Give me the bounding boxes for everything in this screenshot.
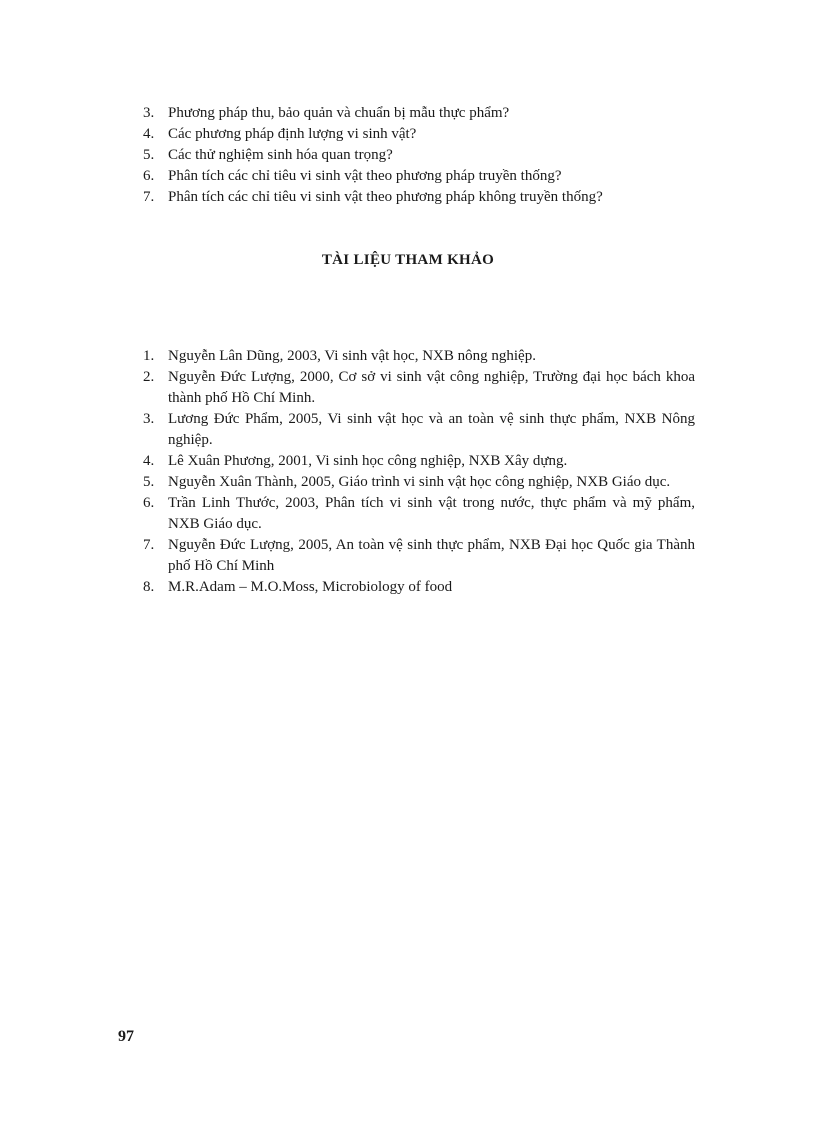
reference-text: Nguyễn Xuân Thành, 2005, Giáo trình vi sinh vật học công nghiệp, NXB Giáo dục. [168, 474, 671, 490]
reference-item [143, 451, 695, 472]
question-text: Phân tích các chỉ tiêu vi sinh vật theo phương pháp truyền thống? [168, 168, 562, 184]
question-item [143, 145, 703, 166]
reference-item [143, 346, 695, 367]
question-number: 6. [143, 168, 155, 184]
reference-number: 1. [143, 348, 155, 364]
question-text: Các phương pháp định lượng vi sinh vật? [168, 126, 417, 142]
question-number: 7. [143, 189, 155, 205]
references-heading: TÀI LIỆU THAM KHẢO [321, 252, 495, 268]
reference-number: 8. [143, 579, 155, 595]
reference-number: 2. [143, 369, 155, 385]
reference-text: Nguyễn Đức Lượng, 2000, Cơ sở vi sinh vật công nghiệp, Trường đại học bách khoa thành phố Hồ Chí Minh. [168, 369, 695, 406]
question-number: 3. [143, 105, 155, 121]
reference-item [143, 577, 695, 598]
reference-text: Nguyễn Lân Dũng, 2003, Vi sinh vật học, NXB nông nghiệp. [168, 348, 536, 364]
question-number: 5. [143, 147, 155, 163]
references-list [143, 346, 695, 598]
question-item [143, 187, 703, 208]
reference-number: 7. [143, 537, 155, 553]
question-item [143, 124, 703, 145]
reference-item [143, 535, 695, 577]
reference-text: Lương Đức Phẩm, 2005, Vi sinh vật học và an toàn vệ sinh thực phẩm, NXB Nông nghiệp. [168, 411, 695, 448]
question-text: Phương pháp thu, bảo quản và chuẩn bị mẫu thực phẩm? [168, 105, 510, 121]
reference-number: 5. [143, 474, 155, 490]
question-number: 4. [143, 126, 155, 142]
reference-text: M.R.Adam – M.O.Moss, Microbiology of food [168, 579, 453, 595]
question-text: Phân tích các chỉ tiêu vi sinh vật theo phương pháp không truyền thống? [168, 189, 603, 205]
reference-number: 4. [143, 453, 155, 469]
reference-item [143, 409, 695, 451]
question-text: Các thử nghiệm sinh hóa quan trọng? [168, 147, 393, 163]
question-item [143, 166, 703, 187]
reference-number: 3. [143, 411, 155, 427]
review-questions-list [143, 103, 703, 208]
reference-item [143, 493, 695, 535]
reference-number: 6. [143, 495, 155, 511]
reference-item [143, 472, 695, 493]
reference-text: Trần Linh Thước, 2003, Phân tích vi sinh vật trong nước, thực phẩm và mỹ phẩm, NXB Giáo dục. [168, 495, 695, 532]
question-item [143, 103, 703, 124]
reference-text: Nguyễn Đức Lượng, 2005, An toàn vệ sinh thực phẩm, NXB Đại học Quốc gia Thành phố Hồ Chí Minh [168, 537, 695, 574]
page-number: 97 [118, 1028, 134, 1045]
reference-text: Lê Xuân Phương, 2001, Vi sinh học công nghiệp, NXB Xây dựng. [168, 453, 568, 469]
reference-item [143, 367, 695, 409]
